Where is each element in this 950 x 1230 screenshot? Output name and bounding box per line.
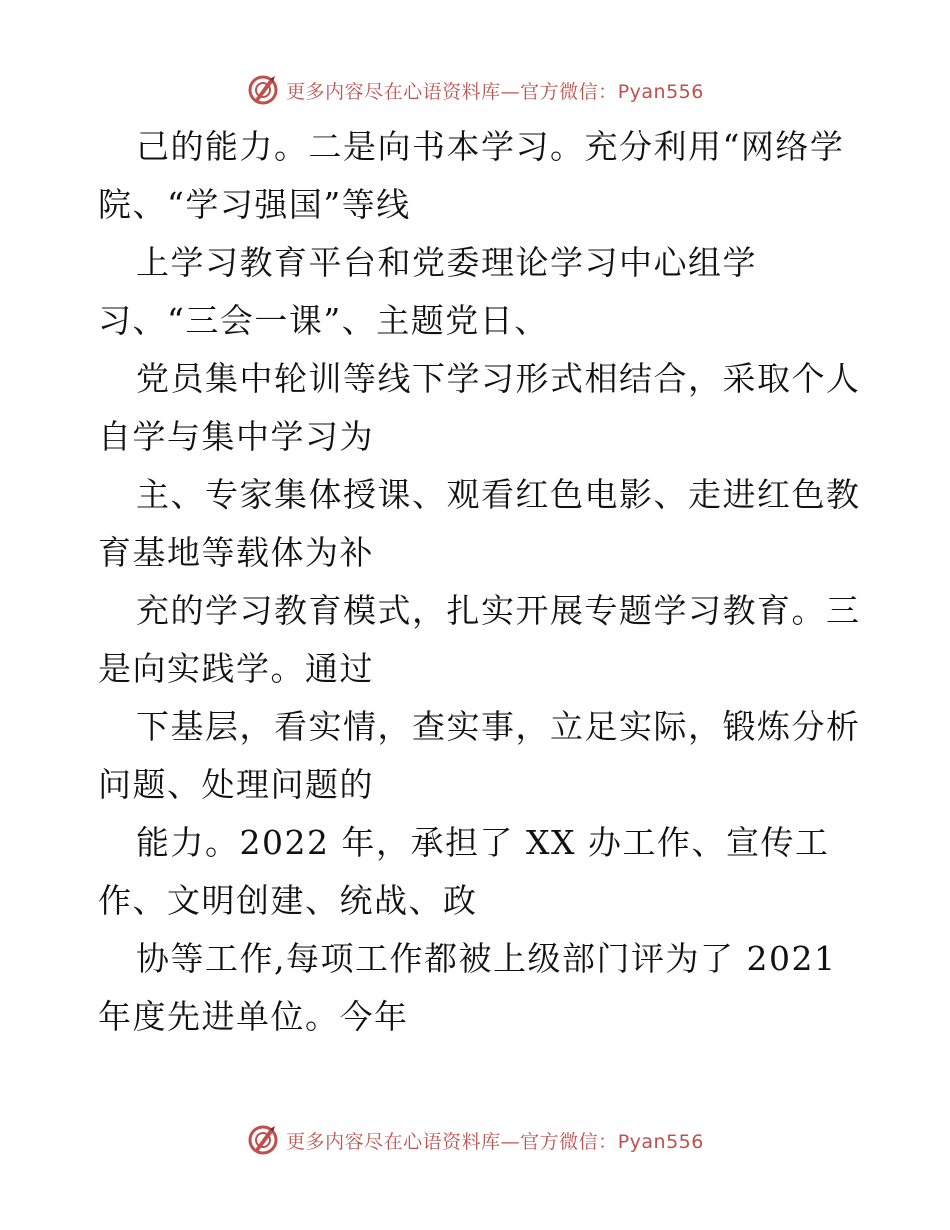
header-banner-text — [286, 77, 704, 104]
text-line: 育基地等载体为补 — [98, 533, 374, 572]
text-line: 己的能力。二是向书本学习。充分利用“网络学 — [136, 127, 845, 166]
text-line: 作、文明创建、统战、政 — [98, 881, 478, 920]
text-line: 能力。2022 年，承担了 XX 办工作、宣传工 — [136, 823, 830, 862]
text-line: 是向实践学。通过 — [98, 649, 374, 688]
document-body — [98, 118, 861, 1046]
text-line: 自学与集中学习为 — [98, 417, 374, 456]
footer-separator: — — [500, 1130, 521, 1153]
pen-circle-logo-icon — [246, 1123, 280, 1157]
footer-wechat-id: Pyan556 — [617, 1130, 704, 1153]
footer-banner-text — [286, 1127, 704, 1154]
header-wechat-label: 官方微信： — [520, 80, 618, 103]
header-site-text: 更多内容尽在心语资料库 — [286, 80, 501, 103]
footer-site-text: 更多内容尽在心语资料库 — [286, 1130, 501, 1153]
header-separator: — — [500, 80, 521, 103]
footer-wechat-label: 官方微信： — [520, 1130, 618, 1153]
text-line: 问题、处理问题的 — [98, 765, 374, 804]
text-line: 主、专家集体授课、观看红色电影、走进红色教 — [136, 475, 861, 514]
text-line: 院、“学习强国”等线 — [98, 185, 411, 224]
header-banner — [0, 70, 950, 110]
text-line: 充的学习教育模式，扎实开展专题学习教育。三 — [136, 591, 861, 630]
text-line: 党员集中轮训等线下学习形式相结合，采取个人 — [136, 359, 861, 398]
footer-banner — [0, 1120, 950, 1160]
text-line: 年度先进单位。今年 — [98, 997, 409, 1036]
text-line: 下基层，看实情，查实事，立足实际，锻炼分析 — [136, 707, 861, 746]
header-wechat-id: Pyan556 — [617, 80, 704, 103]
text-line: 协等工作,每项工作都被上级部门评为了 2021 — [136, 939, 837, 978]
text-line: 习、“三会一课”、主题党日、 — [98, 301, 549, 340]
pen-circle-logo-icon — [246, 73, 280, 107]
text-line: 上学习教育平台和党委理论学习中心组学 — [136, 243, 757, 282]
